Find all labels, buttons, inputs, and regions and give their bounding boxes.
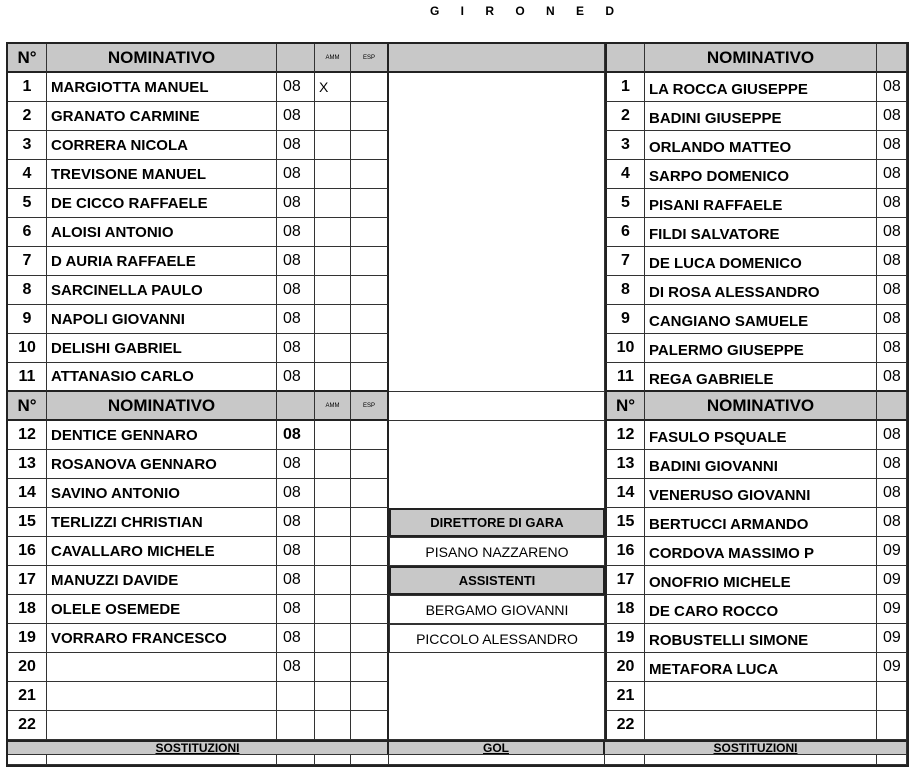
header-name-right: NOMINATIVO [645, 392, 877, 421]
opponent-number: 2 [605, 102, 645, 131]
player-amm [315, 421, 351, 450]
player-amm: X [315, 73, 351, 102]
header-center [389, 44, 605, 73]
header-code-right [877, 44, 907, 73]
player-amm [315, 131, 351, 160]
player-esp [351, 363, 389, 392]
player-name: D AURIA RAFFAELE [47, 247, 277, 276]
player-code: 08 [277, 305, 315, 334]
player-amm [315, 363, 351, 392]
player-amm [315, 247, 351, 276]
player-name: TERLIZZI CHRISTIAN [47, 508, 277, 537]
player-esp [351, 334, 389, 363]
footer-cell [315, 755, 351, 765]
player-number: 13 [8, 450, 47, 479]
opponent-number: 4 [605, 160, 645, 189]
opponent-number: 9 [605, 305, 645, 334]
player-amm [315, 160, 351, 189]
opponent-name: ONOFRIO MICHELE [645, 566, 877, 595]
player-code: 08 [277, 537, 315, 566]
player-esp [351, 450, 389, 479]
header-name-left: NOMINATIVO [47, 392, 277, 421]
player-amm [315, 218, 351, 247]
player-esp [351, 711, 389, 740]
opponent-name: BADINI GIUSEPPE [645, 102, 877, 131]
player-name: ROSANOVA GENNARO [47, 450, 277, 479]
opponent-name [645, 682, 877, 711]
opponent-code [877, 711, 907, 740]
player-number: 9 [8, 305, 47, 334]
opponent-code: 08 [877, 218, 907, 247]
opponent-number: 16 [605, 537, 645, 566]
player-name: SAVINO ANTONIO [47, 479, 277, 508]
header-num-right: N° [605, 392, 645, 421]
player-code: 08 [277, 363, 315, 392]
player-amm [315, 189, 351, 218]
player-name: MARGIOTTA MANUEL [47, 73, 277, 102]
player-esp [351, 624, 389, 653]
player-name [47, 711, 277, 740]
player-esp [351, 566, 389, 595]
header-num-left: N° [8, 392, 47, 421]
player-name: TREVISONE MANUEL [47, 160, 277, 189]
player-code: 08 [277, 450, 315, 479]
player-number: 16 [8, 537, 47, 566]
opponent-name: REGA GABRIELE [645, 363, 877, 392]
player-code: 08 [277, 421, 315, 450]
opponent-number: 12 [605, 421, 645, 450]
opponent-name: SARPO DOMENICO [645, 160, 877, 189]
opponent-name: DI ROSA ALESSANDRO [645, 276, 877, 305]
opponent-name [645, 711, 877, 740]
official-assistant-1: BERGAMO GIOVANNI [389, 595, 605, 624]
opponent-code: 08 [877, 508, 907, 537]
footer-cell [277, 755, 315, 765]
opponent-code: 08 [877, 421, 907, 450]
opponent-code: 08 [877, 305, 907, 334]
opponent-code: 08 [877, 189, 907, 218]
opponent-code: 08 [877, 334, 907, 363]
player-name: CAVALLARO MICHELE [47, 537, 277, 566]
player-esp [351, 218, 389, 247]
opponent-name: CORDOVA MASSIMO P [645, 537, 877, 566]
player-amm [315, 508, 351, 537]
player-name: MANUZZI DAVIDE [47, 566, 277, 595]
player-code: 08 [277, 276, 315, 305]
player-esp [351, 537, 389, 566]
center-panel [389, 73, 605, 392]
official-assistants-label: ASSISTENTI [389, 566, 605, 595]
player-amm [315, 566, 351, 595]
header-num-right [605, 44, 645, 73]
official-director: PISANO NAZZARENO [389, 537, 605, 566]
player-code: 08 [277, 247, 315, 276]
goals-header: GOL [389, 740, 605, 755]
opponent-number: 3 [605, 131, 645, 160]
player-name: SARCINELLA PAULO [47, 276, 277, 305]
header-esp: ESP [351, 44, 389, 73]
opponent-name: LA ROCCA GIUSEPPE [645, 73, 877, 102]
player-amm [315, 479, 351, 508]
footer-cell [605, 755, 645, 765]
opponent-code: 08 [877, 73, 907, 102]
player-esp [351, 682, 389, 711]
player-number: 21 [8, 682, 47, 711]
player-esp [351, 73, 389, 102]
player-number: 8 [8, 276, 47, 305]
player-esp [351, 305, 389, 334]
player-code [277, 711, 315, 740]
player-code: 08 [277, 189, 315, 218]
player-code: 08 [277, 508, 315, 537]
player-code: 08 [277, 595, 315, 624]
player-esp [351, 102, 389, 131]
opponent-code: 09 [877, 566, 907, 595]
center-panel-bottom [389, 653, 605, 740]
footer-cell [47, 755, 277, 765]
player-amm [315, 305, 351, 334]
header-name-right: NOMINATIVO [645, 44, 877, 73]
player-number: 4 [8, 160, 47, 189]
player-name: GRANATO CARMINE [47, 102, 277, 131]
official-director-label: DIRETTORE DI GARA [389, 508, 605, 537]
player-amm [315, 537, 351, 566]
player-esp [351, 276, 389, 305]
opponent-number: 20 [605, 653, 645, 682]
player-number: 6 [8, 218, 47, 247]
substitutions-left-header: SOSTITUZIONI [8, 740, 389, 755]
player-number: 10 [8, 334, 47, 363]
player-amm [315, 595, 351, 624]
player-number: 5 [8, 189, 47, 218]
opponent-number: 7 [605, 247, 645, 276]
official-assistant-2: PICCOLO ALESSANDRO [389, 624, 605, 653]
opponent-name: FILDI SALVATORE [645, 218, 877, 247]
player-amm [315, 653, 351, 682]
opponent-number: 8 [605, 276, 645, 305]
opponent-number: 17 [605, 566, 645, 595]
opponent-code: 08 [877, 363, 907, 392]
opponent-code: 09 [877, 595, 907, 624]
opponent-code: 08 [877, 102, 907, 131]
header-num-left: N° [8, 44, 47, 73]
player-number: 1 [8, 73, 47, 102]
player-esp [351, 421, 389, 450]
player-amm [315, 102, 351, 131]
footer-cell [645, 755, 877, 765]
opponent-number: 21 [605, 682, 645, 711]
match-sheet-table [6, 42, 909, 767]
player-amm [315, 711, 351, 740]
player-code: 08 [277, 160, 315, 189]
opponent-number: 1 [605, 73, 645, 102]
opponent-name: DE LUCA DOMENICO [645, 247, 877, 276]
player-code: 08 [277, 102, 315, 131]
player-number: 2 [8, 102, 47, 131]
player-amm [315, 334, 351, 363]
opponent-number: 15 [605, 508, 645, 537]
header-code-right [877, 392, 907, 421]
player-name [47, 682, 277, 711]
opponent-name: FASULO PSQUALE [645, 421, 877, 450]
player-amm [315, 276, 351, 305]
opponent-code: 09 [877, 653, 907, 682]
player-number: 22 [8, 711, 47, 740]
opponent-code [877, 682, 907, 711]
player-esp [351, 131, 389, 160]
opponent-name: BERTUCCI ARMANDO [645, 508, 877, 537]
player-name [47, 653, 277, 682]
player-number: 11 [8, 363, 47, 392]
player-name: DELISHI GABRIEL [47, 334, 277, 363]
opponent-code: 08 [877, 450, 907, 479]
player-name: NAPOLI GIOVANNI [47, 305, 277, 334]
opponent-number: 13 [605, 450, 645, 479]
opponent-number: 11 [605, 363, 645, 392]
header-code-left [277, 44, 315, 73]
player-code: 08 [277, 131, 315, 160]
player-esp [351, 247, 389, 276]
opponent-name: PISANI RAFFAELE [645, 189, 877, 218]
opponent-name: ORLANDO MATTEO [645, 131, 877, 160]
player-amm [315, 624, 351, 653]
player-name: OLELE OSEMEDE [47, 595, 277, 624]
header-amm: AMM [315, 44, 351, 73]
page-title: G I R O N E D [430, 4, 624, 18]
opponent-number: 19 [605, 624, 645, 653]
player-number: 14 [8, 479, 47, 508]
player-code: 08 [277, 653, 315, 682]
opponent-number: 22 [605, 711, 645, 740]
header-amm: AMM [315, 392, 351, 421]
opponent-name: METAFORA LUCA [645, 653, 877, 682]
player-name: DENTICE GENNARO [47, 421, 277, 450]
player-esp [351, 479, 389, 508]
opponent-name: CANGIANO SAMUELE [645, 305, 877, 334]
header-esp: ESP [351, 392, 389, 421]
player-code: 08 [277, 73, 315, 102]
player-number: 12 [8, 421, 47, 450]
player-code: 08 [277, 566, 315, 595]
opponent-number: 14 [605, 479, 645, 508]
player-esp [351, 508, 389, 537]
player-name: DE CICCO RAFFAELE [47, 189, 277, 218]
player-code: 08 [277, 624, 315, 653]
player-number: 19 [8, 624, 47, 653]
opponent-code: 09 [877, 537, 907, 566]
opponent-code: 08 [877, 479, 907, 508]
footer-cell [389, 755, 605, 765]
player-name: CORRERA NICOLA [47, 131, 277, 160]
opponent-name: VENERUSO GIOVANNI [645, 479, 877, 508]
opponent-code: 08 [877, 276, 907, 305]
opponent-code: 08 [877, 160, 907, 189]
player-number: 20 [8, 653, 47, 682]
player-amm [315, 682, 351, 711]
player-esp [351, 595, 389, 624]
opponent-code: 08 [877, 247, 907, 276]
opponent-code: 09 [877, 624, 907, 653]
player-number: 15 [8, 508, 47, 537]
player-amm [315, 450, 351, 479]
player-number: 18 [8, 595, 47, 624]
player-esp [351, 189, 389, 218]
opponent-code: 08 [877, 131, 907, 160]
player-code: 08 [277, 479, 315, 508]
opponent-name: PALERMO GIUSEPPE [645, 334, 877, 363]
center-blank [389, 392, 605, 421]
substitutions-right-header: SOSTITUZIONI [605, 740, 907, 755]
player-name: VORRARO FRANCESCO [47, 624, 277, 653]
footer-cell [351, 755, 389, 765]
player-name: ATTANASIO CARLO [47, 363, 277, 392]
player-esp [351, 160, 389, 189]
opponent-number: 10 [605, 334, 645, 363]
opponent-name: DE CARO ROCCO [645, 595, 877, 624]
player-number: 17 [8, 566, 47, 595]
player-esp [351, 653, 389, 682]
player-number: 7 [8, 247, 47, 276]
opponent-name: ROBUSTELLI SIMONE [645, 624, 877, 653]
opponent-number: 5 [605, 189, 645, 218]
player-name: ALOISI ANTONIO [47, 218, 277, 247]
footer-cell [8, 755, 47, 765]
player-code: 08 [277, 334, 315, 363]
header-name-left: NOMINATIVO [47, 44, 277, 73]
opponent-number: 6 [605, 218, 645, 247]
footer-cell [877, 755, 907, 765]
opponent-number: 18 [605, 595, 645, 624]
opponent-name: BADINI GIOVANNI [645, 450, 877, 479]
player-number: 3 [8, 131, 47, 160]
player-code: 08 [277, 218, 315, 247]
header-code-left [277, 392, 315, 421]
player-code [277, 682, 315, 711]
